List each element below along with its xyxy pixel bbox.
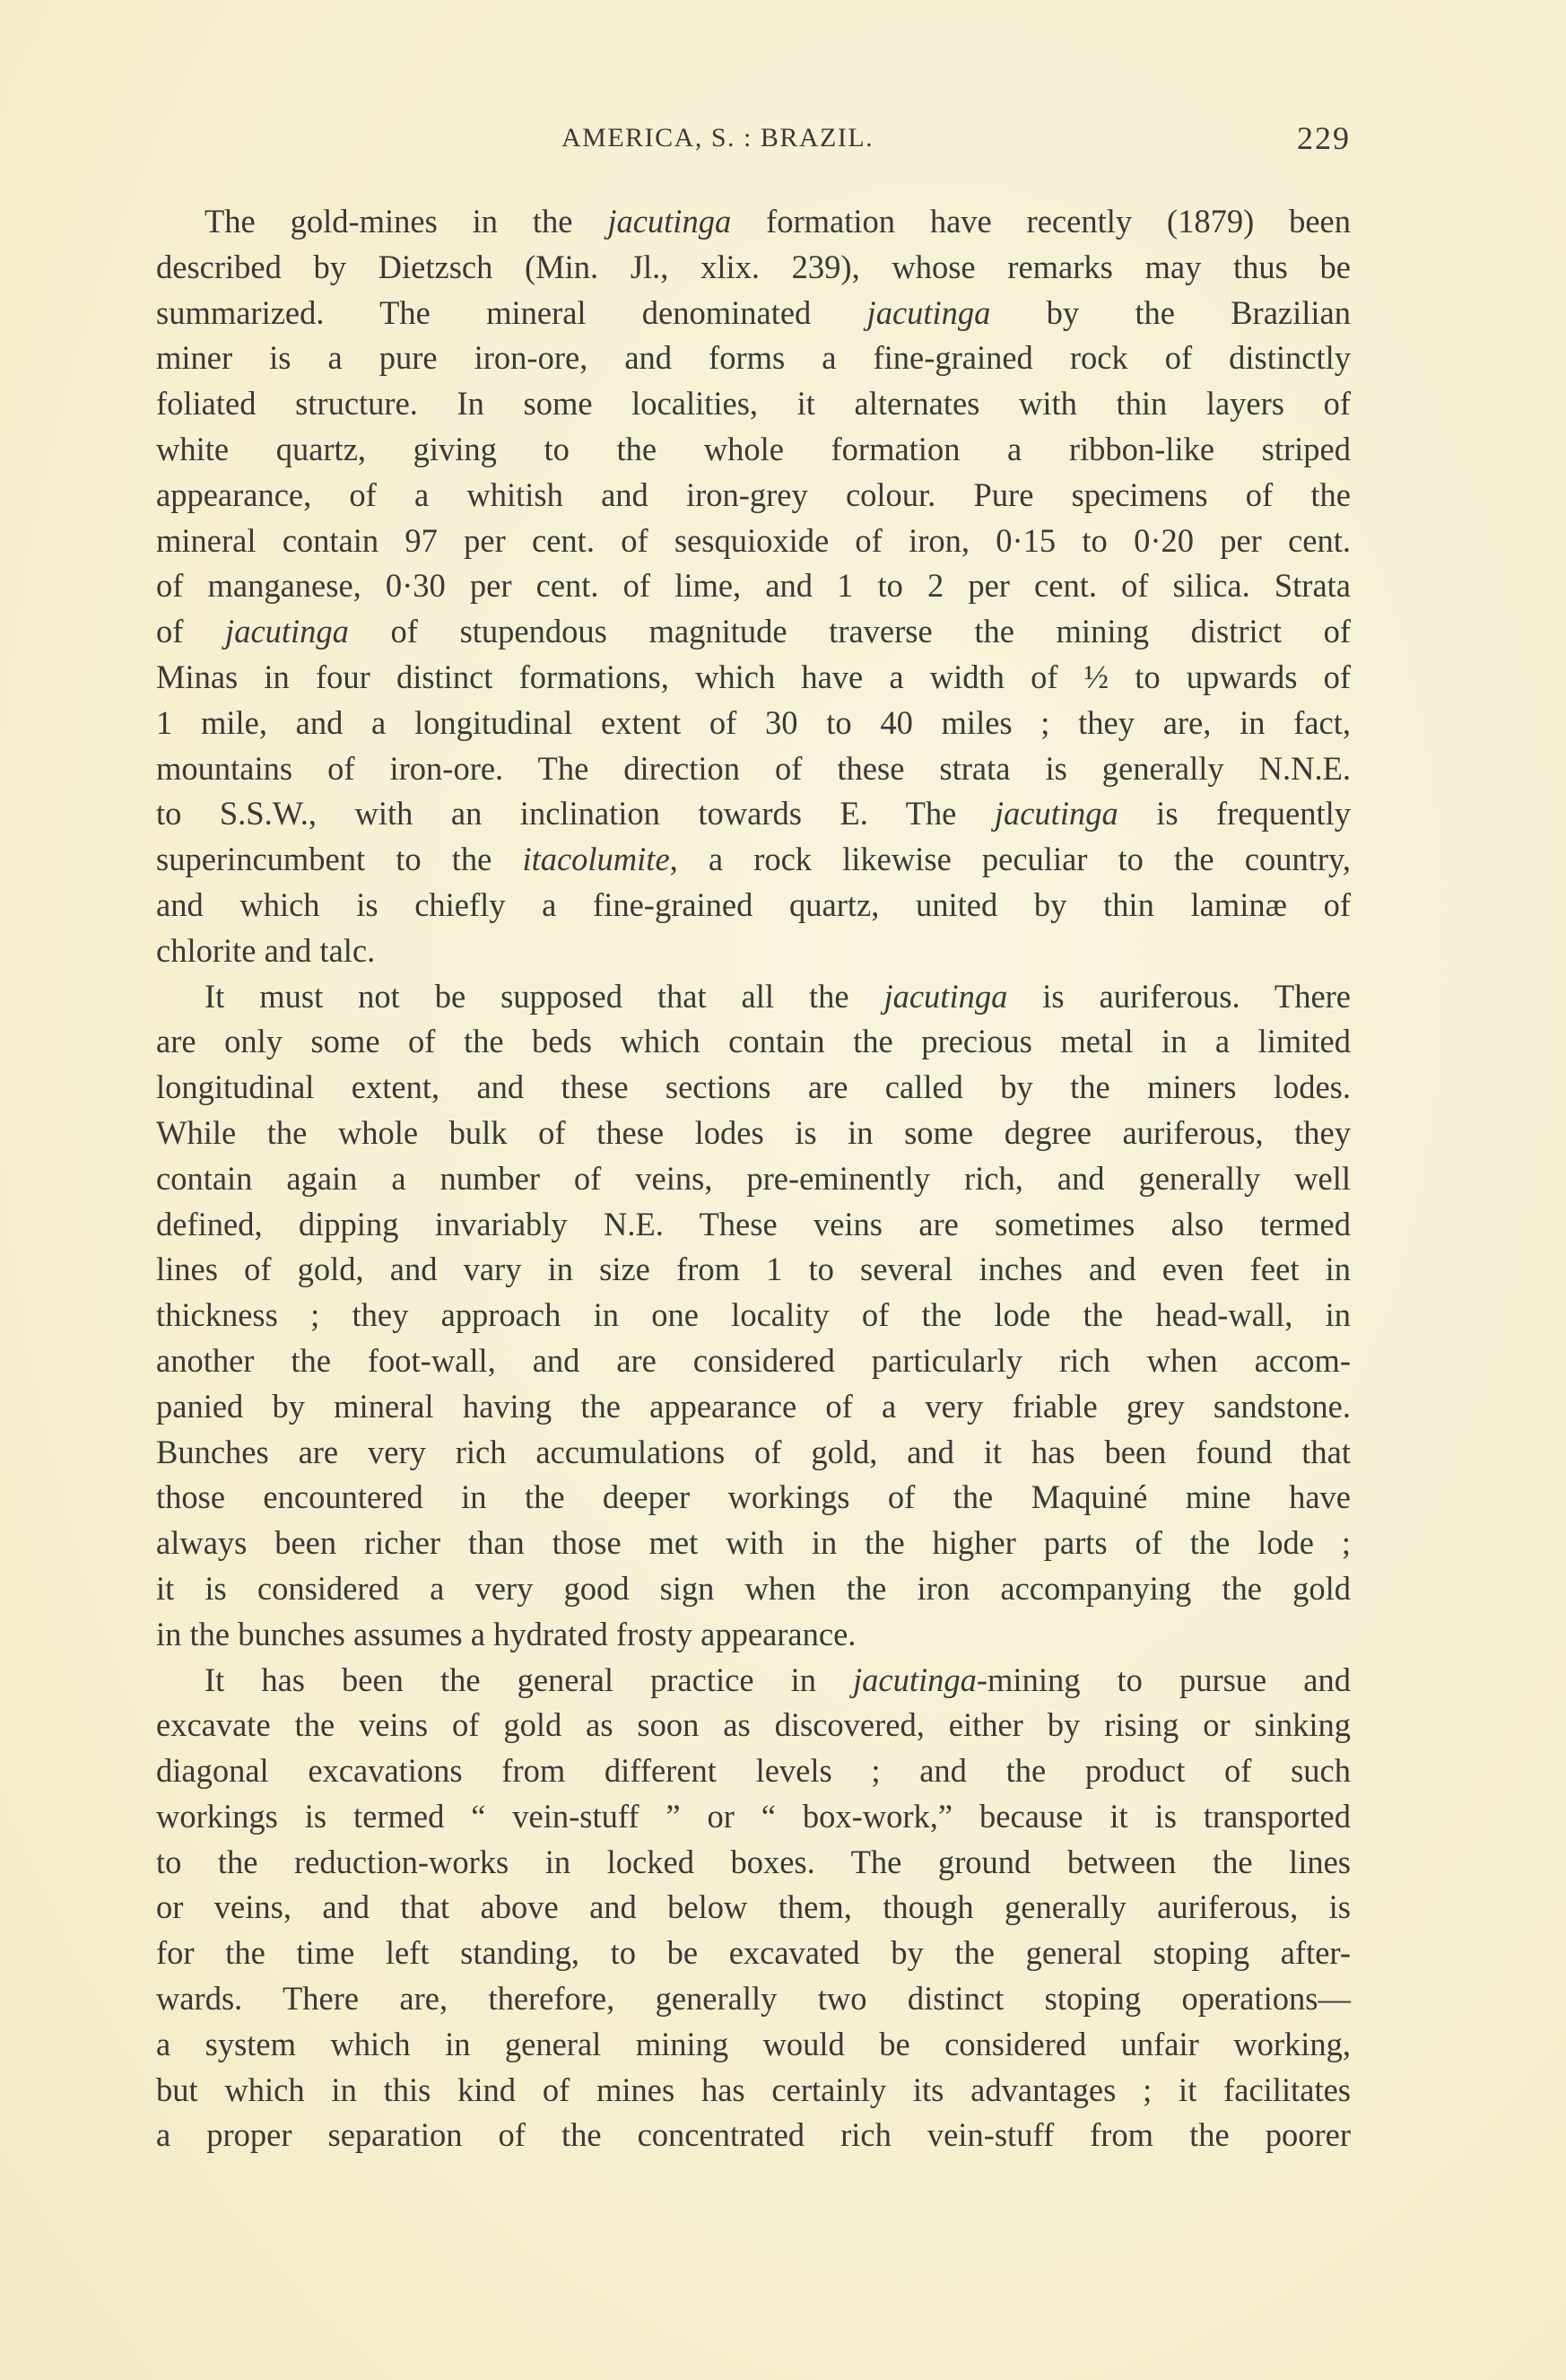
- text-run: foliated structure. In some localities, it alternates with thin layers of: [156, 385, 1351, 423]
- text-run: but which in this kind of mines has certainly its advantages ; it facilitates: [156, 2071, 1351, 2108]
- running-title: AMERICA, S. : BRAZIL.: [561, 123, 874, 153]
- text-run: of: [156, 613, 226, 650]
- text-run: of manganese, 0·30 per cent. of lime, and 1 to 2 per cent. of silica. Strata: [156, 567, 1351, 605]
- text-run: excavate the veins of gold as soon as discovered, either by rising or sinking: [156, 1706, 1351, 1744]
- text-run: chlorite and talc.: [156, 931, 376, 969]
- text-line: [156, 1748, 1351, 1794]
- text-line: [156, 1794, 1351, 1840]
- text-line: [156, 2068, 1351, 2114]
- text-run: or veins, and that above and below them, though generally auriferous, is: [156, 1888, 1351, 1926]
- text-run: panied by mineral having the appearance of a very friable grey sandstone.: [156, 1387, 1351, 1425]
- text-line: [156, 791, 1351, 837]
- text-line: [156, 245, 1351, 291]
- text-run: wards. There are, therefore, generally two distinct stoping operations—: [156, 1980, 1351, 2018]
- text-line: [156, 1612, 1351, 1658]
- italic-term: itacolumite: [522, 841, 670, 878]
- text-run: appearance, of a whitish and iron-grey colour. Pure specimens of the: [156, 475, 1351, 513]
- page-number: 229: [1297, 120, 1351, 156]
- paragraph: [156, 1658, 1351, 2159]
- text-run: longitudinal extent, and these sections are called by the miners lodes.: [156, 1068, 1351, 1106]
- text-line: [156, 928, 1351, 974]
- text-run: defined, dipping invariably N.E. These veins are sometimes also termed: [156, 1205, 1351, 1242]
- text-run: and which is chiefly a fine-grained quartz, united by thin laminæ of: [156, 885, 1351, 923]
- text-run: those encountered in the deeper workings of the Maquiné mine have: [156, 1478, 1351, 1516]
- text-line: [156, 1247, 1351, 1293]
- text-run: of stupendous magnitude traverse the mining district of: [348, 613, 1352, 650]
- text-run: mineral contain 97 per cent. of sesquioxide of iron, 0·15 to 0·20 per cent.: [156, 521, 1351, 559]
- text-line: [156, 1019, 1351, 1065]
- text-line: [156, 1931, 1351, 1976]
- text-run: by the Brazilian: [990, 293, 1351, 331]
- text-run: 1 mile, and a longitudinal extent of 30 to 40 miles ; they are, in fact,: [156, 703, 1351, 741]
- text-line: [156, 883, 1351, 928]
- text-line: [156, 519, 1351, 564]
- text-line: [156, 1384, 1351, 1430]
- text-run: to S.S.W., with an inclination towards E. The: [156, 795, 995, 833]
- italic-term: jacutinga: [866, 293, 991, 331]
- paragraph: [156, 974, 1351, 1658]
- text-line: [156, 336, 1351, 381]
- italic-term: jacutinga: [225, 613, 349, 650]
- body-text: [156, 199, 1351, 2158]
- text-run: workings is termed “ vein-stuff ” or “ box-work,” because it is transported: [156, 1797, 1351, 1835]
- text-line: [156, 974, 1351, 1020]
- text-line: [156, 563, 1351, 609]
- text-line: [156, 746, 1351, 792]
- text-line: [156, 1703, 1351, 1748]
- text-run: always been richer than those met with in the higher parts of the lode ;: [156, 1524, 1351, 1562]
- text-run: formation have recently (1879) been: [731, 203, 1351, 240]
- running-head: [156, 118, 1351, 158]
- text-run: a proper separation of the concentrated rich vein-stuff from the poorer: [156, 2116, 1351, 2154]
- text-run: miner is a pure iron-ore, and forms a fine-grained rock of distinctly: [156, 339, 1351, 377]
- italic-term: jacutinga: [994, 795, 1118, 833]
- text-run: is auriferous. There: [1007, 977, 1351, 1015]
- text-line: [156, 1475, 1351, 1521]
- text-run: -mining to pursue and: [976, 1661, 1351, 1698]
- text-line: [156, 1521, 1351, 1566]
- text-line: [156, 1202, 1351, 1248]
- text-line: [156, 655, 1351, 701]
- text-run: lines of gold, and vary in size from 1 to several inches and even feet in: [156, 1251, 1351, 1288]
- text-line: [156, 2022, 1351, 2068]
- text-run: diagonal excavations from different levels ; and the product of such: [156, 1752, 1351, 1790]
- text-run: It has been the general practice in: [204, 1661, 854, 1698]
- text-line: [156, 427, 1351, 473]
- text-line: [156, 1111, 1351, 1156]
- text-run: is frequently: [1118, 795, 1351, 833]
- text-run: While the whole bulk of these lodes is in some degree auriferous, they: [156, 1113, 1351, 1151]
- text-run: white quartz, giving to the whole formation a ribbon-like striped: [156, 430, 1351, 467]
- text-run: mountains of iron-ore. The direction of these strata is generally N.N.E.: [156, 749, 1351, 787]
- text-line: [156, 1658, 1351, 1704]
- text-line: [156, 199, 1351, 245]
- text-run: for the time left standing, to be excavated by the general stoping after-: [156, 1934, 1351, 1972]
- text-run: , a rock likewise peculiar to the country,: [669, 841, 1351, 878]
- italic-term: jacutinga: [853, 1661, 977, 1698]
- text-line: [156, 701, 1351, 746]
- text-run: superincumbent to the: [156, 841, 523, 878]
- text-line: [156, 1156, 1351, 1202]
- text-line: [156, 2113, 1351, 2158]
- text-run: in the bunches assumes a hydrated frosty appearance.: [156, 1615, 857, 1652]
- text-run: thickness ; they approach in one locality of the lode the head-wall, in: [156, 1296, 1351, 1334]
- text-line: [156, 609, 1351, 655]
- text-line: [156, 1840, 1351, 1886]
- text-run: summarized. The mineral denominated: [156, 293, 867, 331]
- text-run: it is considered a very good sign when the iron accompanying the gold: [156, 1569, 1351, 1607]
- text-line: [156, 291, 1351, 336]
- text-line: [156, 1293, 1351, 1338]
- text-line: [156, 1430, 1351, 1476]
- text-run: to the reduction-works in locked boxes. The ground between the lines: [156, 1843, 1351, 1880]
- text-line: [156, 1338, 1351, 1384]
- text-line: [156, 837, 1351, 883]
- text-line: [156, 381, 1351, 427]
- text-line: [156, 1065, 1351, 1111]
- text-run: Minas in four distinct formations, which have a width of ½ to upwards of: [156, 658, 1351, 695]
- text-run: It must not be supposed that all the: [204, 977, 884, 1015]
- text-run: a system which in general mining would be considered unfair working,: [156, 2025, 1351, 2062]
- text-run: described by Dietzsch (Min. Jl., xlix. 239), whose remarks may thus be: [156, 248, 1351, 285]
- text-run: Bunches are very rich accumulations of gold, and it has been found that: [156, 1433, 1351, 1470]
- text-run: The gold-mines in the: [204, 203, 608, 240]
- text-line: [156, 1566, 1351, 1612]
- text-run: another the foot-wall, and are considered particularly rich when accom-: [156, 1341, 1351, 1379]
- text-run: are only some of the beds which contain the precious metal in a limited: [156, 1023, 1351, 1060]
- paragraph: [156, 199, 1351, 974]
- text-line: [156, 1976, 1351, 2022]
- text-run: contain again a number of veins, pre-eminently rich, and generally well: [156, 1159, 1351, 1197]
- italic-term: jacutinga: [883, 977, 1008, 1015]
- italic-term: jacutinga: [607, 203, 732, 240]
- text-line: [156, 473, 1351, 519]
- text-line: [156, 1885, 1351, 1931]
